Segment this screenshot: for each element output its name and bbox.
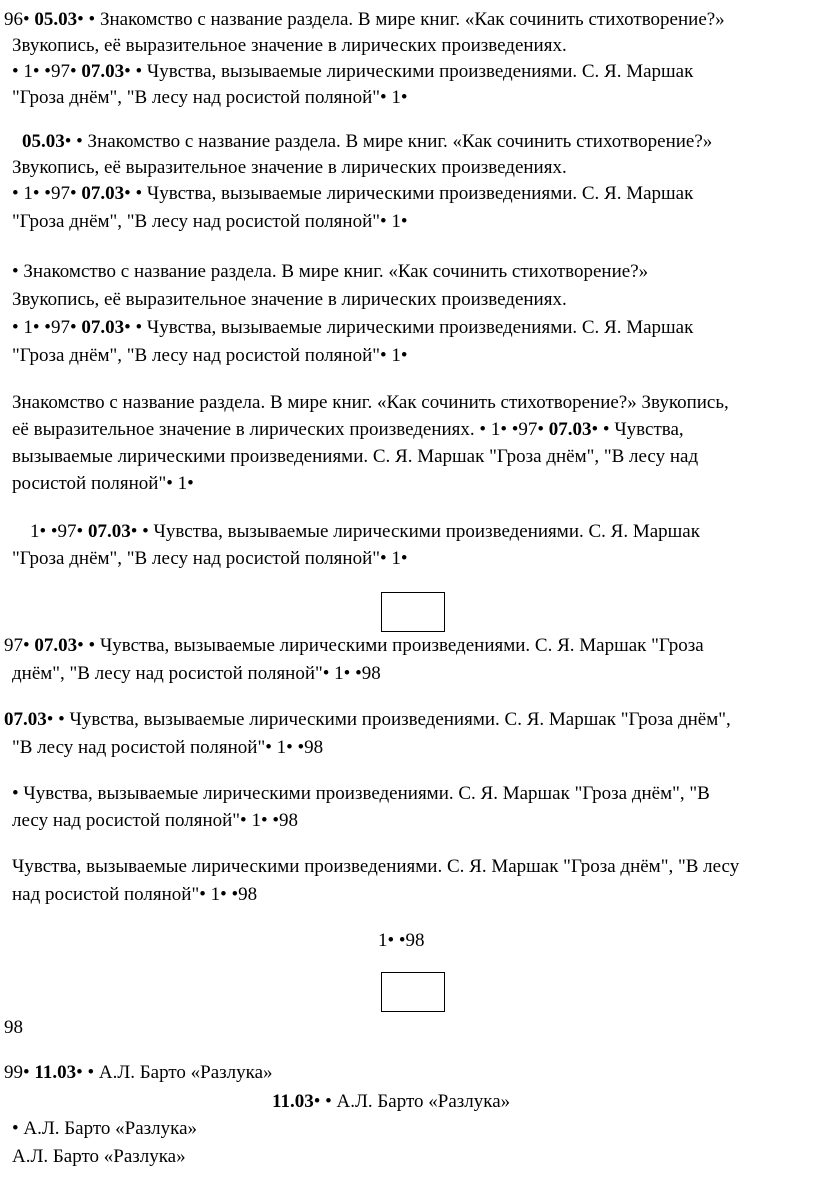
text-line: вызываемые лирическими произведениями. С. Я. Маршак "Гроза днём", "В лесу над <box>12 446 699 467</box>
text-line: • 1• •97• 07.03• • Чувства, вызываемые лирическими произведениями. С. Я. Маршак <box>12 317 694 338</box>
text-line: 07.03• • Чувства, вызываемые лирическими произведениями. С. Я. Маршак "Гроза днём", <box>4 709 731 730</box>
text-line: над росистой поляной"• 1• •98 <box>12 884 258 905</box>
text-line: Чувства, вызываемые лирическими произведениями. С. Я. Маршак "Гроза днём", "В лесу <box>12 856 740 877</box>
text-line: "Гроза днём", "В лесу над росистой поляной"• 1• <box>12 211 408 232</box>
text-line: "Гроза днём", "В лесу над росистой поляной"• 1• <box>12 345 408 366</box>
text-line: 97• 07.03• • Чувства, вызываемые лирическими произведениями. С. Я. Маршак "Гроза <box>4 635 704 656</box>
text-line: • Чувства, вызываемые лирическими произведениями. С. Я. Маршак "Гроза днём", "В <box>12 783 710 804</box>
empty-box <box>381 972 445 1012</box>
text-line: 1• •98 <box>378 930 425 951</box>
text-line: 11.03• • А.Л. Барто «Разлука» <box>272 1091 511 1112</box>
text-line: 99• 11.03• • А.Л. Барто «Разлука» <box>4 1062 273 1083</box>
text-line: Звукопись, её выразительное значение в лирических произведениях. <box>12 157 567 178</box>
text-line: её выразительное значение в лирических произведениях. • 1• •97• 07.03• • Чувства, <box>12 419 684 440</box>
text-line: росистой поляной"• 1• <box>12 473 194 494</box>
text-line: • Знакомство с название раздела. В мире книг. «Как сочинить стихотворение?» <box>12 261 649 282</box>
text-line: лесу над росистой поляной"• 1• •98 <box>12 810 299 831</box>
text-line: • 1• •97• 07.03• • Чувства, вызываемые лирическими произведениями. С. Я. Маршак <box>12 61 694 82</box>
text-line: Знакомство с название раздела. В мире книг. «Как сочинить стихотворение?» Звукопись, <box>12 392 729 413</box>
text-line: 05.03• • Знакомство с название раздела. В мире книг. «Как сочинить стихотворение?» <box>22 131 713 152</box>
text-line: Звукопись, её выразительное значение в лирических произведениях. <box>12 289 567 310</box>
text-line: "Гроза днём", "В лесу над росистой поляной"• 1• <box>12 87 408 108</box>
text-line: А.Л. Барто «Разлука» <box>12 1146 186 1167</box>
text-line: "Гроза днём", "В лесу над росистой поляной"• 1• <box>12 548 408 569</box>
text-line: • 1• •97• 07.03• • Чувства, вызываемые лирическими произведениями. С. Я. Маршак <box>12 183 694 204</box>
text-line: • А.Л. Барто «Разлука» <box>12 1118 198 1139</box>
text-line: 96• 05.03• • Знакомство с название раздела. В мире книг. «Как сочинить стихотворение?» <box>4 9 725 30</box>
text-line: Звукопись, её выразительное значение в лирических произведениях. <box>12 35 567 56</box>
text-line: 98 <box>4 1017 23 1038</box>
empty-box <box>381 592 445 632</box>
text-line: 1• •97• 07.03• • Чувства, вызываемые лирическими произведениями. С. Я. Маршак <box>30 521 700 542</box>
text-line: "В лесу над росистой поляной"• 1• •98 <box>12 737 324 758</box>
text-line: днём", "В лесу над росистой поляной"• 1• •98 <box>12 663 381 684</box>
